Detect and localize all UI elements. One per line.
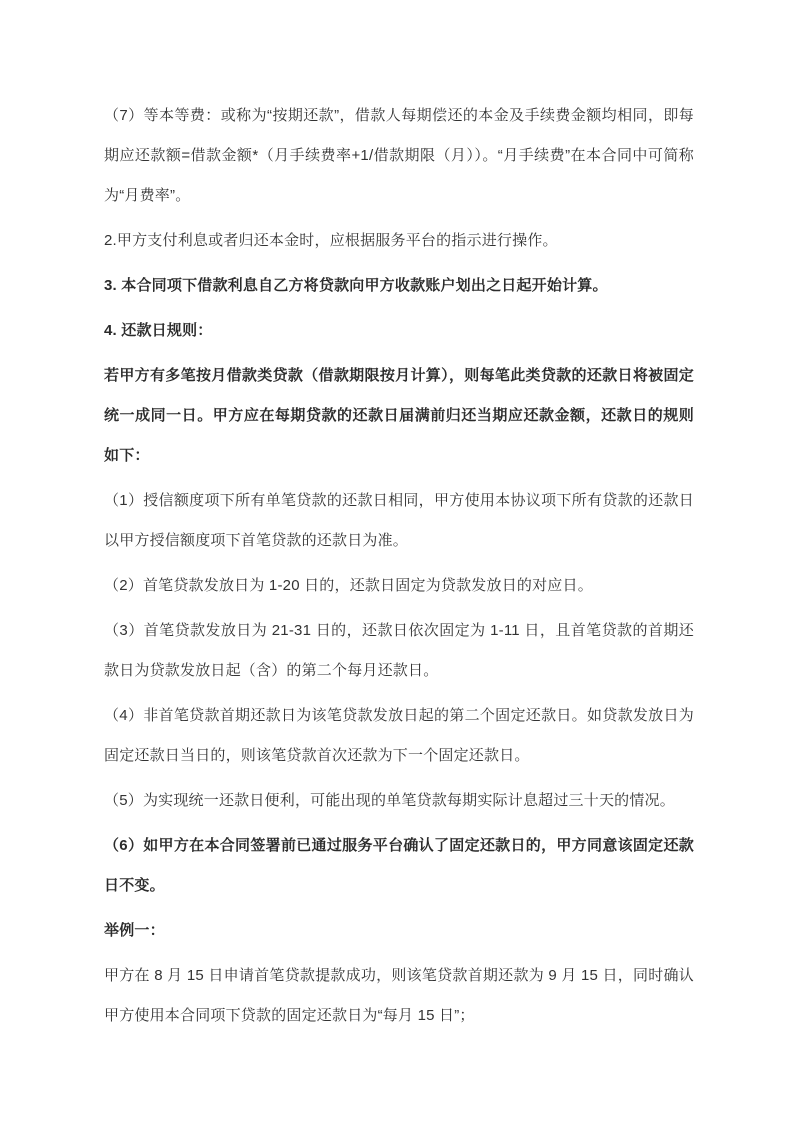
clause-repayment-operation: 2.甲方支付利息或者归还本金时，应根据服务平台的指示进行操作。 <box>104 232 558 249</box>
repayment-rule-1: （1）授信额度项下所有单笔贷款的还款日相同，甲方使用本协议项下所有贷款的还款日以甲方授信额度项下首笔贷款的还款日为准。 <box>104 492 694 549</box>
repayment-rule-4: （4）非首笔贷款首期还款日为该笔贷款发放日起的第二个固定还款日。如贷款发放日为固定还款日当日的，则该笔贷款首次还款为下一个固定还款日。 <box>104 707 694 764</box>
repayment-rule-6: （6）如甲方在本合同签署前已通过服务平台确认了固定还款日的，甲方同意该固定还款日不变。 <box>104 837 694 894</box>
repayment-rule-2: （2）首笔贷款发放日为 1-20 日的，还款日固定为贷款发放日的对应日。 <box>104 577 593 594</box>
clause-repayment-date-rules-title: 4. 还款日规则： <box>104 322 213 339</box>
repayment-rule-5: （5）为实现统一还款日便利，可能出现的单笔贷款每期实际计息超过三十天的情况。 <box>104 792 675 809</box>
clause-equal-principal-fee: （7）等本等费：或称为“按期还款”，借款人每期偿还的本金及手续费金额均相同，即每期应还款额=借款金额*（月手续费率+1/借款期限（月））。“月手续费”在本合同中可简称为“月费率”。 <box>104 107 694 204</box>
example-one-text: 甲方在 8 月 15 日申请首笔贷款提款成功，则该笔贷款首期还款为 9 月 15 日，同时确认甲方使用本合同项下贷款的固定还款日为“每月 15 日”； <box>104 967 695 1024</box>
clause-repayment-date-rules-intro: 若甲方有多笔按月借款类贷款（借款期限按月计算），则每笔此类贷款的还款日将被固定统一成同一日。甲方应在每期贷款的还款日届满前归还当期应还款金额，还款日的规则如下： <box>104 367 694 464</box>
contract-body <box>104 96 694 1036</box>
example-one-heading: 举例一： <box>104 922 165 939</box>
clause-interest-start-date: 3. 本合同项下借款利息自乙方将贷款向甲方收款账户划出之日起开始计算。 <box>104 277 608 294</box>
repayment-rule-3: （3）首笔贷款发放日为 21-31 日的，还款日依次固定为 1-11 日，且首笔贷款的首期还款日为贷款发放日起（含）的第二个每月还款日。 <box>104 622 694 679</box>
